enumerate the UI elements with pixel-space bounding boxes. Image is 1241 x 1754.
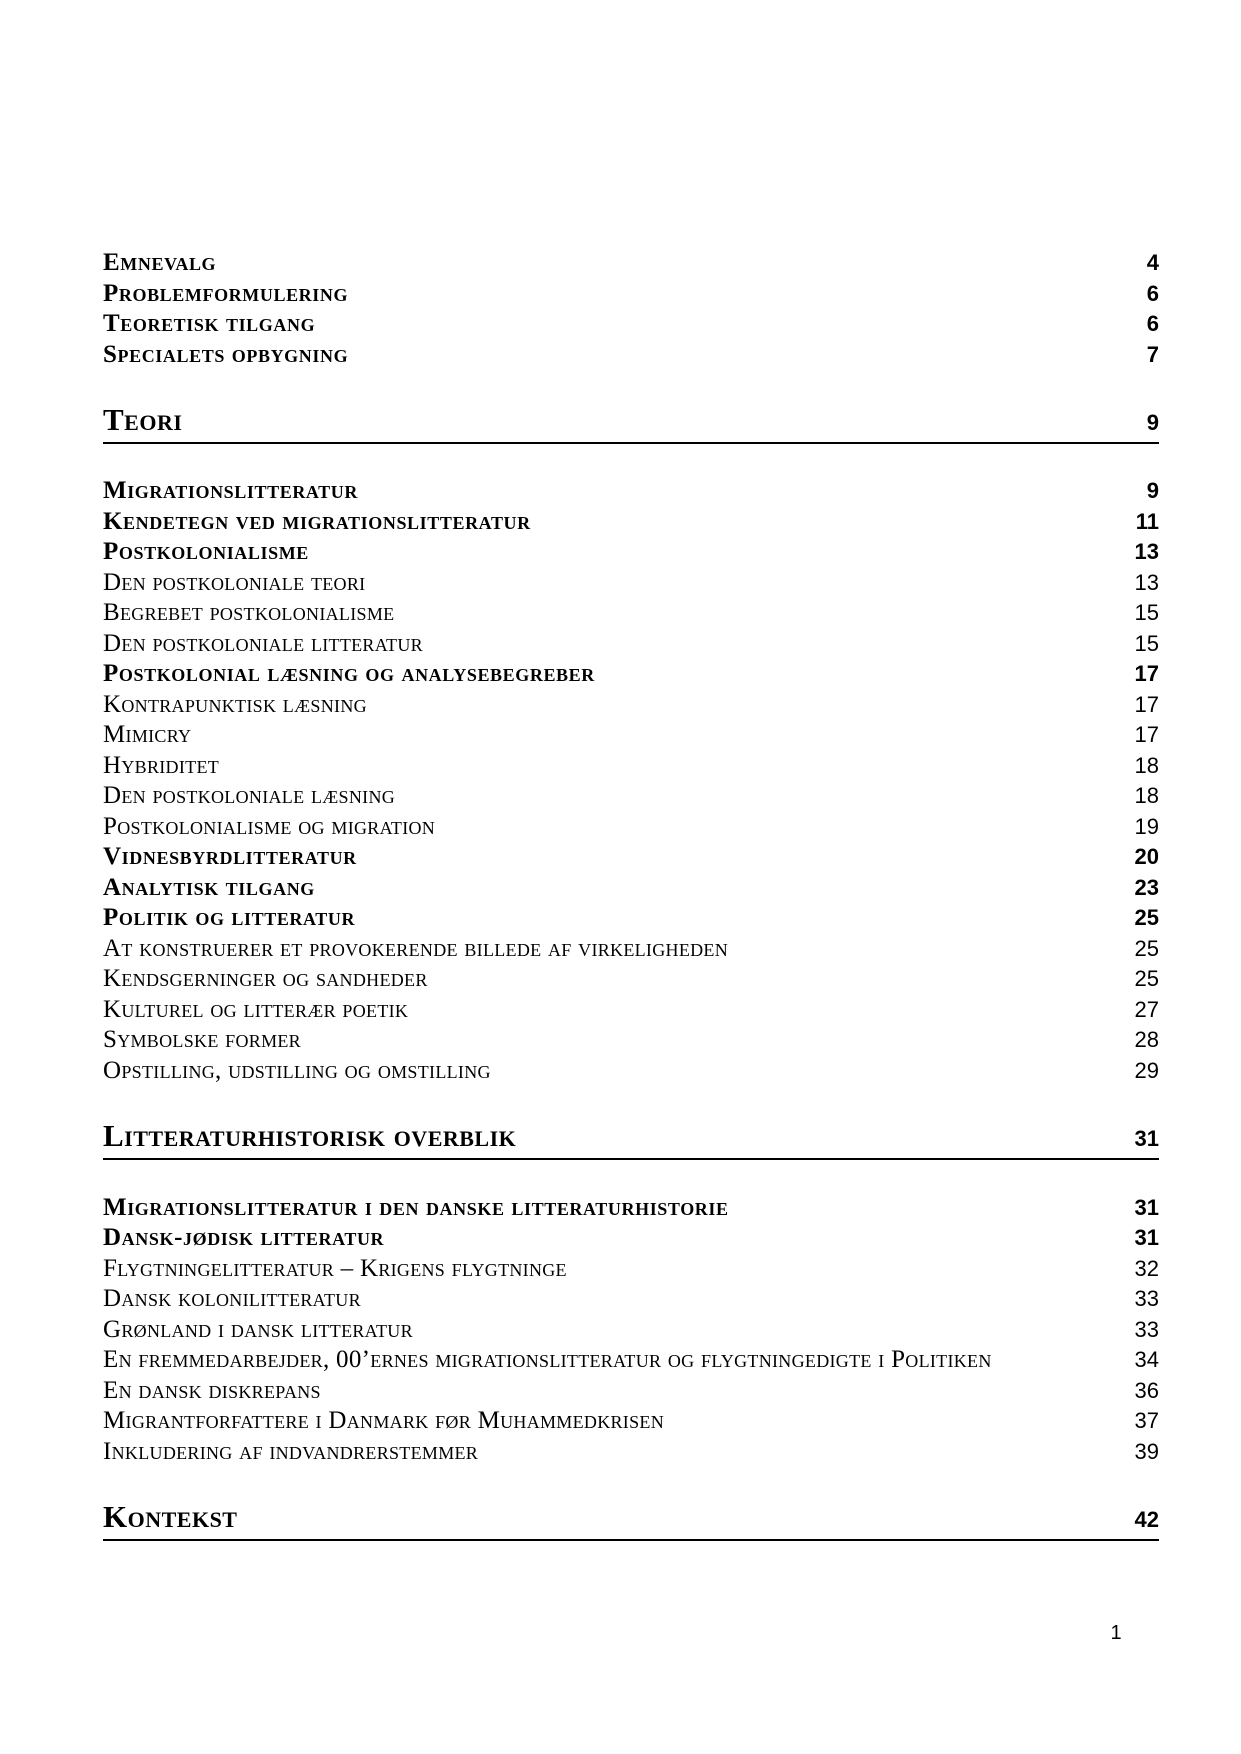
toc-entry-row[interactable] xyxy=(103,903,1159,934)
toc-entry-label: Begrebet postkolonialisme xyxy=(103,599,395,627)
toc-entry-page-number: 19 xyxy=(1134,813,1159,839)
toc-entry-page-number: 6 xyxy=(1146,280,1159,306)
toc-entry-page-number: 25 xyxy=(1134,905,1159,931)
toc-entry-page-number: 4 xyxy=(1146,250,1159,275)
toc-entry-page-number: 31 xyxy=(1134,1225,1159,1250)
toc-entry-page-number: 37 xyxy=(1134,1408,1159,1433)
toc-entry-label: Postkolonialisme xyxy=(103,538,309,566)
toc-entry-page-number: 27 xyxy=(1134,996,1159,1022)
toc-entry-label: Inkludering af indvandrerstemmer xyxy=(103,1437,479,1465)
toc-section-heading-row[interactable] xyxy=(103,1117,1159,1160)
footer-page-number: 1 xyxy=(1110,1622,1122,1644)
toc-entry-label: Postkolonial læsning og analysebegreber xyxy=(103,660,595,688)
toc-entry-row[interactable] xyxy=(103,568,1159,599)
toc-entry-label: Dansk-jødisk litteratur xyxy=(103,1224,385,1251)
toc-entry-page-number: 17 xyxy=(1134,661,1159,687)
toc-entry-page-number: 23 xyxy=(1134,874,1159,900)
toc-entry-page-number: 34 xyxy=(1134,1347,1159,1372)
toc-entry-row[interactable] xyxy=(103,720,1159,751)
toc-entry-row[interactable] xyxy=(103,751,1159,782)
toc-entry-label: Symbolske former xyxy=(103,1026,301,1054)
toc-entry-row[interactable] xyxy=(103,1437,1159,1468)
toc-entry-row[interactable] xyxy=(103,1254,1159,1285)
toc-entry-label: At konstruerer et provokerende billede af virkeligheden xyxy=(103,934,729,962)
toc-entry-label: Den postkoloniale læsning xyxy=(103,782,396,810)
toc-entry-label: Migrantforfattere i Danmark før Muhammedkrisen xyxy=(103,1407,665,1434)
toc-entry-page-number: 39 xyxy=(1134,1438,1159,1464)
toc-entry-page-number: 13 xyxy=(1134,539,1159,565)
toc-entry-page-number: 20 xyxy=(1134,844,1159,870)
toc-section-heading-row[interactable] xyxy=(103,1498,1159,1541)
toc-entry-page-number: 31 xyxy=(1134,1194,1159,1220)
toc-entry-row[interactable] xyxy=(103,629,1159,660)
toc-entry-page-number: 17 xyxy=(1134,691,1159,717)
toc-entry-row[interactable] xyxy=(103,537,1159,568)
toc-entry-label: En dansk diskrepans xyxy=(103,1376,321,1404)
toc-entry-row[interactable] xyxy=(103,1025,1159,1056)
toc-entry-label: Postkolonialisme og migration xyxy=(103,812,436,840)
toc-entry-row[interactable] xyxy=(103,781,1159,812)
toc-entry-label: Specialets opbygning xyxy=(103,340,349,368)
toc-entry-page-number: 25 xyxy=(1134,966,1159,992)
toc-entry-page-number: 6 xyxy=(1146,311,1159,336)
toc-entry-label: En fremmedarbejder, 00’ernes migrationslitteratur og flygtningedigte i Politiken xyxy=(103,1346,992,1373)
toc-entry-page-number: 32 xyxy=(1134,1255,1159,1281)
toc-entry-label: Migrationslitteratur i den danske litteraturhistorie xyxy=(103,1193,729,1221)
toc-entry-page-number: 15 xyxy=(1134,600,1159,626)
toc-entry-label: Kendsgerninger og sandheder xyxy=(103,965,428,993)
toc-entry-page-number: 13 xyxy=(1134,569,1159,595)
toc-entry-row[interactable] xyxy=(103,248,1159,279)
toc-entry-row[interactable] xyxy=(103,1406,1159,1437)
toc-entry-page-number: 33 xyxy=(1134,1286,1159,1311)
toc-entry-label: Migrationslitteratur xyxy=(103,477,358,505)
toc-entry-page-number: 25 xyxy=(1134,935,1159,961)
toc-entry-row[interactable] xyxy=(103,842,1159,873)
toc-entry-label: Analytisk tilgang xyxy=(103,873,315,901)
toc-entry-row[interactable] xyxy=(103,1345,1159,1376)
toc-entry-label: Hybriditet xyxy=(103,751,220,779)
toc-entry-row[interactable] xyxy=(103,934,1159,965)
toc-entry-label: Dansk kolonilitteratur xyxy=(103,1285,361,1312)
toc-entry-label: Emnevalg xyxy=(103,249,217,276)
toc-entry-page-number: 42 xyxy=(1134,1506,1159,1532)
toc-section-heading-row[interactable] xyxy=(103,401,1159,444)
toc-entry-row[interactable] xyxy=(103,659,1159,690)
toc-entry-row[interactable] xyxy=(103,995,1159,1026)
toc-entry-row[interactable] xyxy=(103,340,1159,371)
toc-entry-row[interactable] xyxy=(103,1376,1159,1407)
toc-entry-label: Opstilling, udstilling og omstilling xyxy=(103,1056,491,1084)
toc-entry-row[interactable] xyxy=(103,1223,1159,1254)
toc-entry-row[interactable] xyxy=(103,476,1159,507)
toc-entry-label: Den postkoloniale litteratur xyxy=(103,629,423,657)
toc-entry-page-number: 17 xyxy=(1134,722,1159,748)
toc-entry-row[interactable] xyxy=(103,279,1159,310)
toc-entry-page-number: 11 xyxy=(1135,508,1159,534)
table-of-contents xyxy=(103,248,1159,1573)
toc-entry-row[interactable] xyxy=(103,598,1159,629)
toc-entry-row[interactable] xyxy=(103,964,1159,995)
toc-entry-page-number: 33 xyxy=(1134,1316,1159,1342)
toc-entry-row[interactable] xyxy=(103,812,1159,843)
toc-entry-label: Teoretisk tilgang xyxy=(103,310,316,337)
toc-entry-label: Grønland i dansk litteratur xyxy=(103,1315,413,1343)
toc-entry-page-number: 28 xyxy=(1134,1027,1159,1053)
toc-entry-page-number: 36 xyxy=(1134,1377,1159,1403)
toc-entry-row[interactable] xyxy=(103,1056,1159,1087)
toc-entry-label: Vidnesbyrdlitteratur xyxy=(103,843,357,871)
toc-entry-label: Mimicry xyxy=(103,721,192,749)
toc-entry-page-number: 9 xyxy=(1146,478,1159,504)
toc-entry-page-number: 31 xyxy=(1134,1125,1159,1151)
toc-entry-row[interactable] xyxy=(103,309,1159,340)
toc-entry-page-number: 9 xyxy=(1146,409,1159,435)
toc-entry-label: Problemformulering xyxy=(103,279,349,307)
toc-entry-page-number: 18 xyxy=(1134,783,1159,809)
toc-entry-row[interactable] xyxy=(103,507,1159,538)
toc-entry-label: Den postkoloniale teori xyxy=(103,568,366,596)
toc-entry-label: Kulturel og litterær poetik xyxy=(103,995,409,1023)
toc-entry-label: Litteraturhistorisk overblik xyxy=(103,1117,517,1153)
toc-entry-label: Kontekst xyxy=(103,1498,238,1534)
toc-entry-row[interactable] xyxy=(103,1193,1159,1224)
toc-entry-label: Teori xyxy=(103,401,183,437)
toc-entry-page-number: 29 xyxy=(1134,1057,1159,1083)
toc-entry-label: Flygtningelitteratur – Krigens flygtninge xyxy=(103,1254,567,1282)
toc-entry-label: Kendetegn ved migrationslitteratur xyxy=(103,507,531,535)
toc-entry-row[interactable] xyxy=(103,1315,1159,1346)
toc-entry-page-number: 7 xyxy=(1146,341,1159,367)
toc-entry-label: Politik og litteratur xyxy=(103,904,356,932)
toc-entry-row[interactable] xyxy=(103,1284,1159,1315)
toc-entry-row[interactable] xyxy=(103,690,1159,721)
toc-entry-label: Kontrapunktisk læsning xyxy=(103,690,367,718)
toc-entry-page-number: 15 xyxy=(1134,630,1159,656)
toc-entry-row[interactable] xyxy=(103,873,1159,904)
toc-entry-page-number: 18 xyxy=(1134,752,1159,778)
